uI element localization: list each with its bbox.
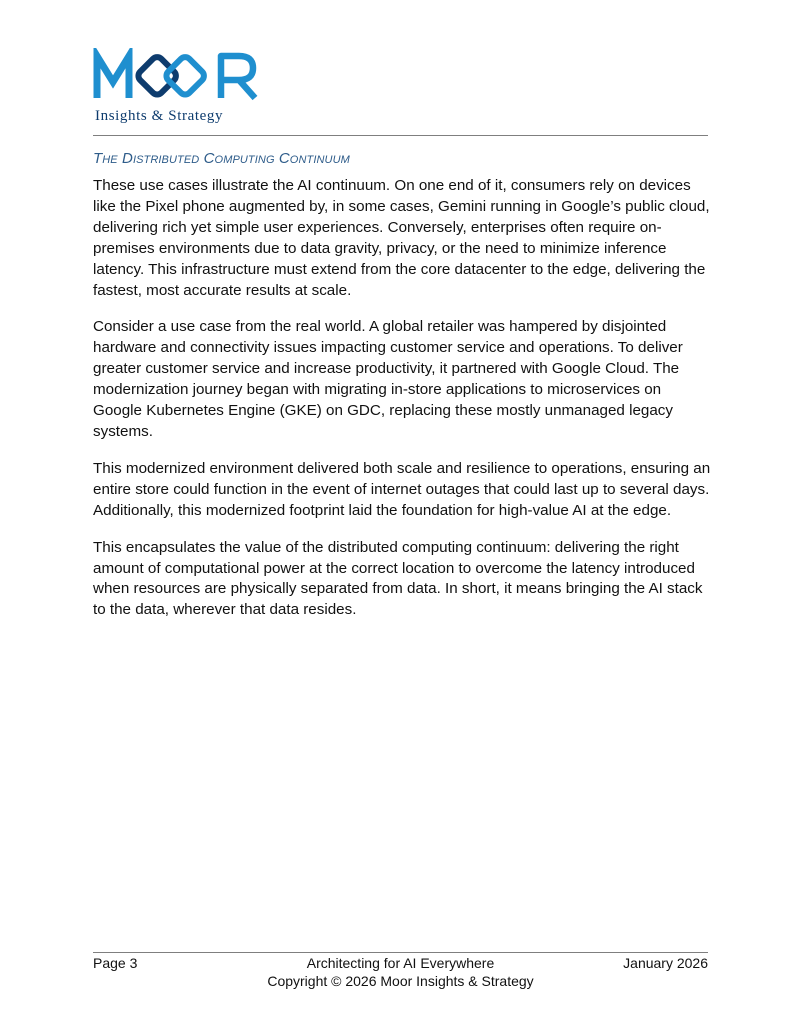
section-title — [93, 150, 350, 167]
logo-tagline: Insights & Strategy — [95, 108, 224, 124]
paragraph: This encapsulates the value of the distributed computing continuum: delivering the right amount of computational power at the correct location to overcome the latency introduced when resources are physically separated from data. In short, it means bringing the AI stack to the data, wherever that data resides. — [93, 538, 703, 619]
body-text — [93, 176, 713, 637]
document-title: Architecting for AI Everywhere — [306, 955, 495, 971]
paragraph: This modernized environment delivered both scale and resilience to operations, ensuring an entire store could function in the event of internet outages that could last up to several days. Additionally, this modernized footprint laid the foundation for high-value AI at the edge. — [93, 459, 711, 519]
section-title-text: The Distributed Computing Continuum — [93, 150, 350, 167]
footer-divider — [93, 952, 708, 953]
moor-logo-icon — [93, 48, 293, 126]
paragraph: These use cases illustrate the AI continuum. On one end of it, consumers rely on devices like the Pixel phone augmented by, in some cases, Gemini running in Google’s public cloud, delivering rich yet simple user experiences. Conversely, enterprises often require on-premises environments due to data gravity, privacy, or the need to minimize inference latency. This infrastructure must extend from the core datacenter to the edge, delivering the fastest, most accurate results at scale. — [93, 177, 710, 299]
copyright: Copyright © 2026 Moor Insights & Strategy — [267, 973, 534, 989]
document-date: January 2026 — [623, 955, 708, 971]
page-number: Page 3 — [93, 955, 138, 971]
header-divider — [93, 135, 708, 136]
paragraph: Consider a use case from the real world. A global retailer was hampered by disjointed hardware and connectivity issues impacting customer service and operations. To deliver greater customer service and increase productivity, it partnered with Google Cloud. The modernization journey began with migrating in-store applications to microservices on Google Kubernetes Engine (GKE) on GDC, replacing these mostly unmanaged legacy systems. — [93, 318, 683, 440]
page-footer — [93, 955, 708, 990]
company-logo — [93, 48, 293, 126]
